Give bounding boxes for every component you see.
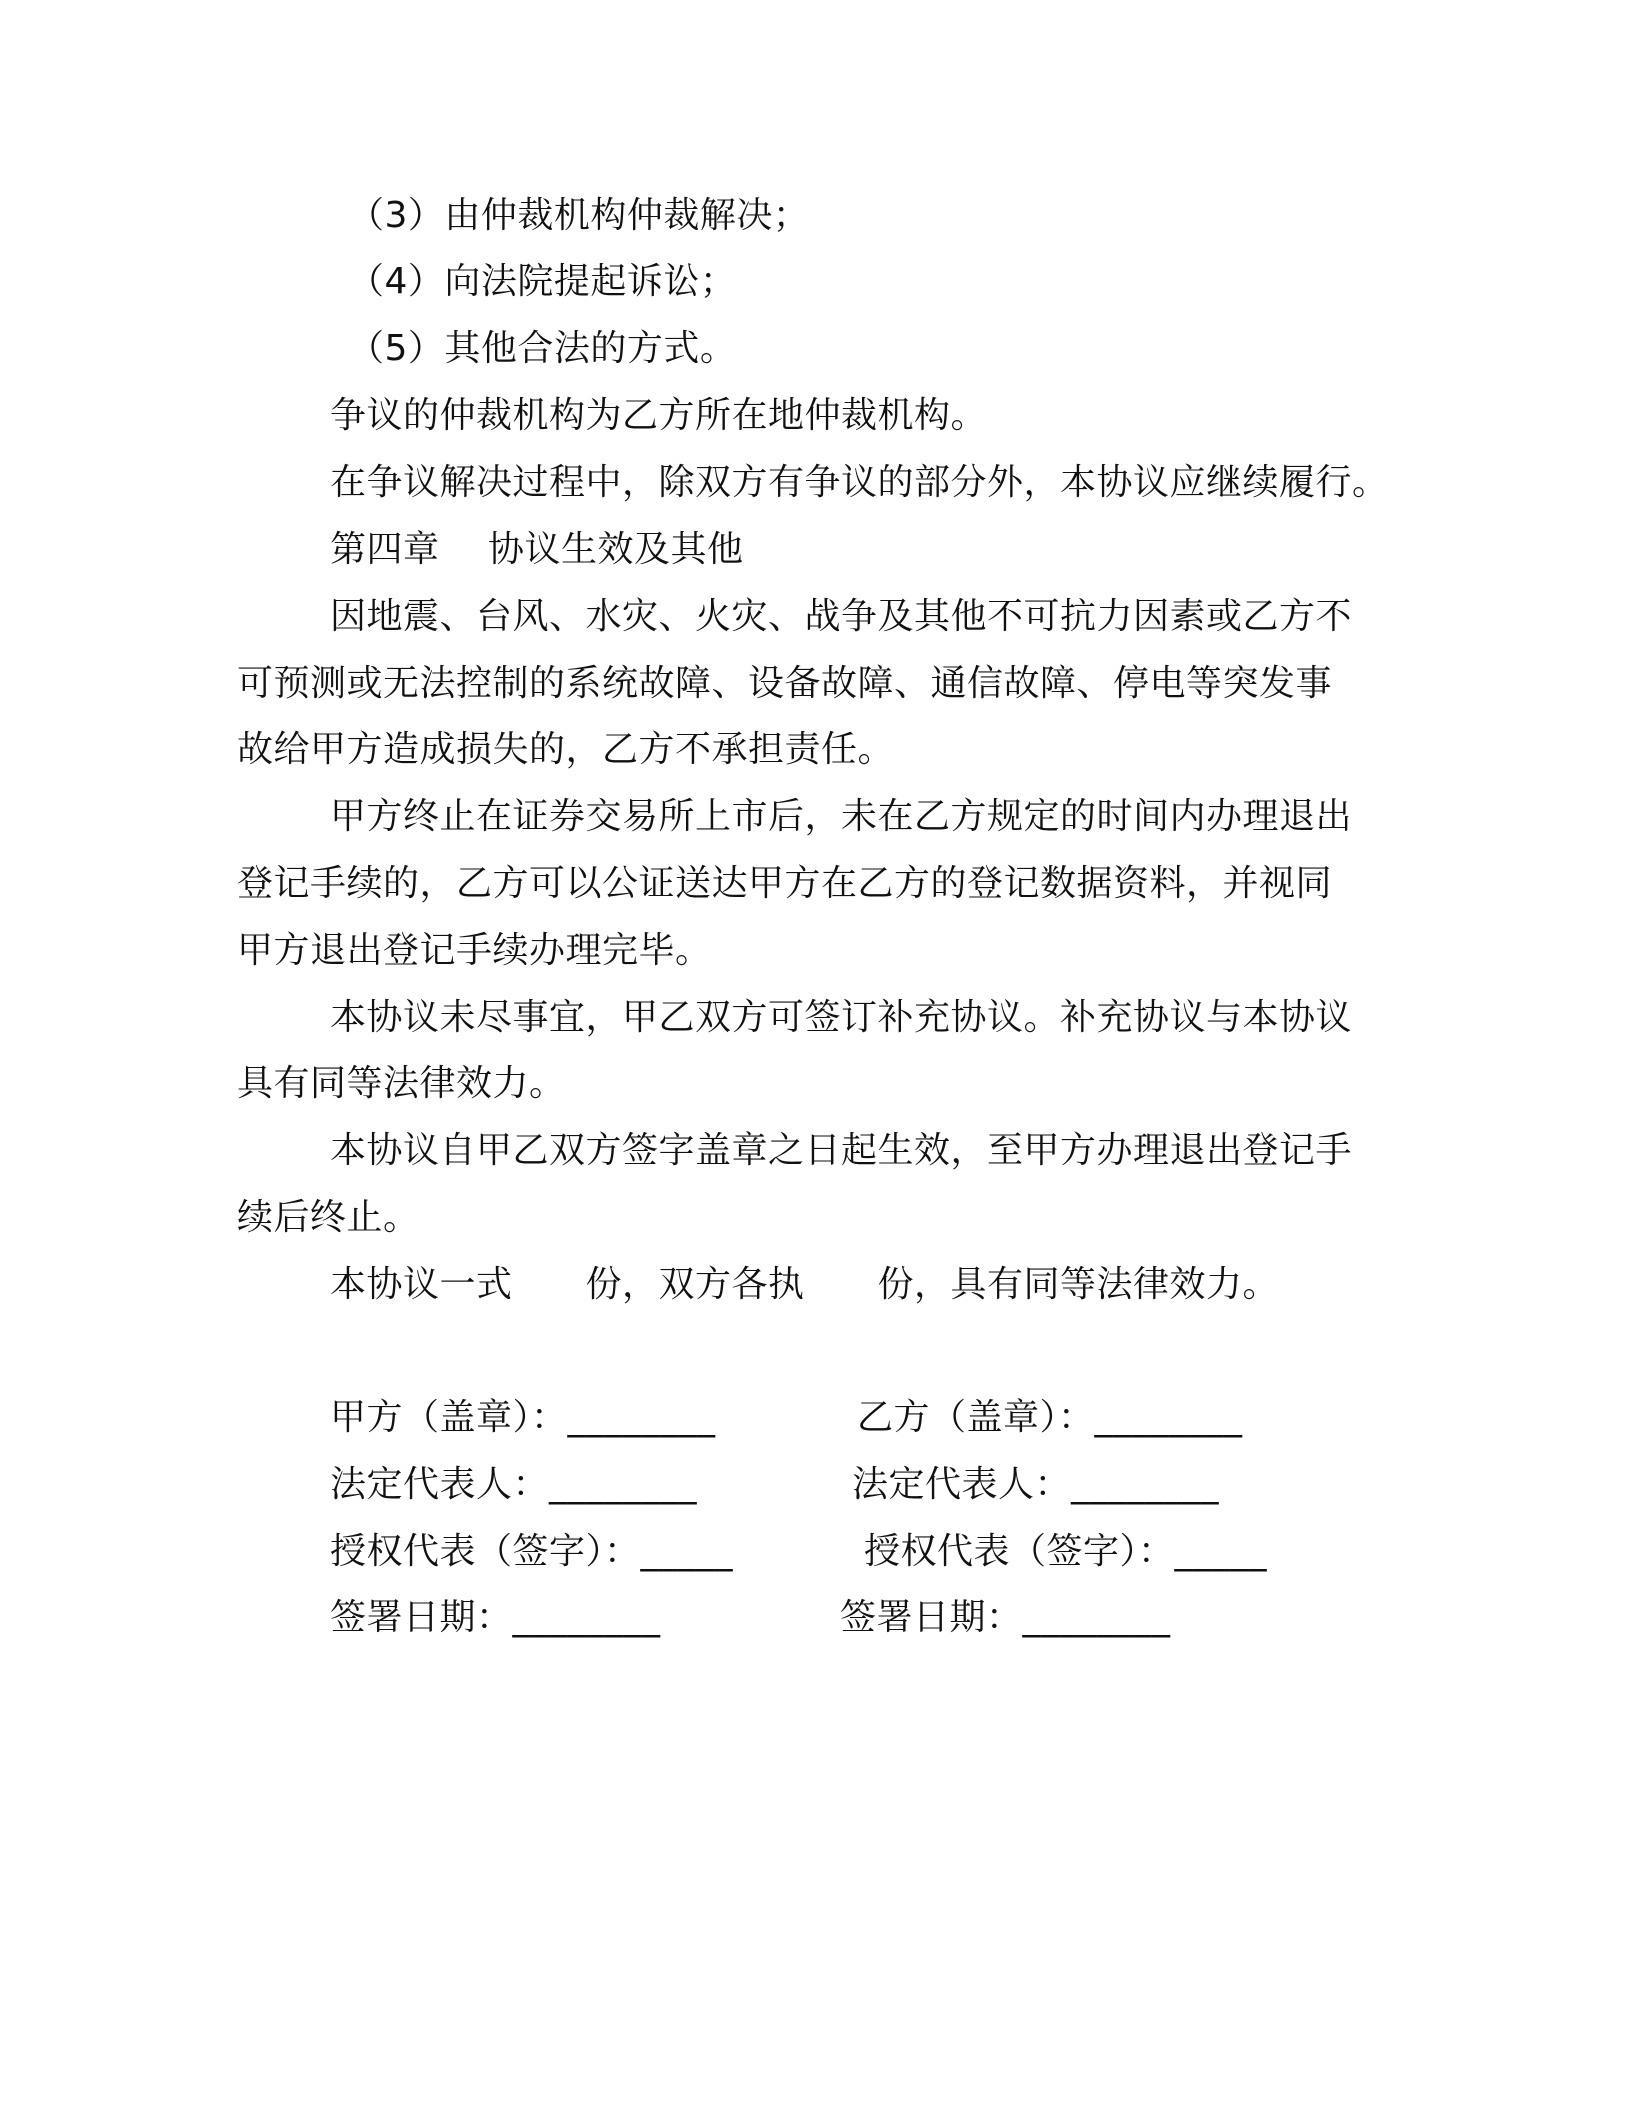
list-item-other: （5）其他合法的方式。	[348, 328, 737, 369]
paragraph-arbitration-body: 争议的仲裁机构为乙方所在地仲裁机构。	[330, 395, 988, 436]
paragraph-effectiveness-line-1: 本协议自甲乙双方签字盖章之日起生效，至甲方办理退出登记手	[330, 1130, 1353, 1171]
paragraph-effectiveness-line-2: 续后终止。	[237, 1197, 420, 1238]
paragraph-termination-line-1: 甲方终止在证券交易所上市后，未在乙方规定的时间内办理退出	[330, 796, 1353, 837]
party-a-seal-field: 甲方（盖章）：________	[330, 1397, 716, 1438]
paragraph-copies: 本协议一式 份，双方各执 份，具有同等法律效力。	[330, 1264, 1280, 1305]
paragraph-continue-performance: 在争议解决过程中，除双方有争议的部分外，本协议应继续履行。	[330, 462, 1389, 503]
paragraph-force-majeure-line-3: 故给甲方造成损失的，乙方不承担责任。	[237, 729, 895, 770]
party-a-date-field: 签署日期：________	[330, 1597, 661, 1638]
chapter-heading: 第四章 协议生效及其他	[330, 529, 744, 570]
paragraph-force-majeure-line-2: 可预测或无法控制的系统故障、设备故障、通信故障、停电等突发事	[237, 663, 1333, 704]
paragraph-termination-line-2: 登记手续的，乙方可以公证送达甲方在乙方的登记数据资料，并视同	[237, 863, 1333, 904]
list-item-arbitration: （3）由仲裁机构仲裁解决；	[348, 195, 810, 236]
paragraph-force-majeure-line-1: 因地震、台风、水灾、火灾、战争及其他不可抗力因素或乙方不	[330, 596, 1353, 637]
party-a-authorized-rep-field: 授权代表（签字）：_____	[330, 1531, 734, 1572]
party-b-seal-field: 乙方（盖章）：________	[857, 1397, 1243, 1438]
party-b-authorized-rep-field: 授权代表（签字）：_____	[864, 1531, 1268, 1572]
paragraph-supplementary-line-2: 具有同等法律效力。	[237, 1063, 566, 1104]
paragraph-termination-line-3: 甲方退出登记手续办理完毕。	[237, 930, 712, 971]
paragraph-supplementary-line-1: 本协议未尽事宜，甲乙双方可签订补充协议。补充协议与本协议	[330, 997, 1353, 1038]
party-a-legal-rep-field: 法定代表人：________	[330, 1464, 698, 1505]
party-b-legal-rep-field: 法定代表人：________	[852, 1464, 1220, 1505]
list-item-litigation: （4）向法院提起诉讼；	[348, 261, 737, 302]
party-b-date-field: 签署日期：________	[840, 1597, 1171, 1638]
